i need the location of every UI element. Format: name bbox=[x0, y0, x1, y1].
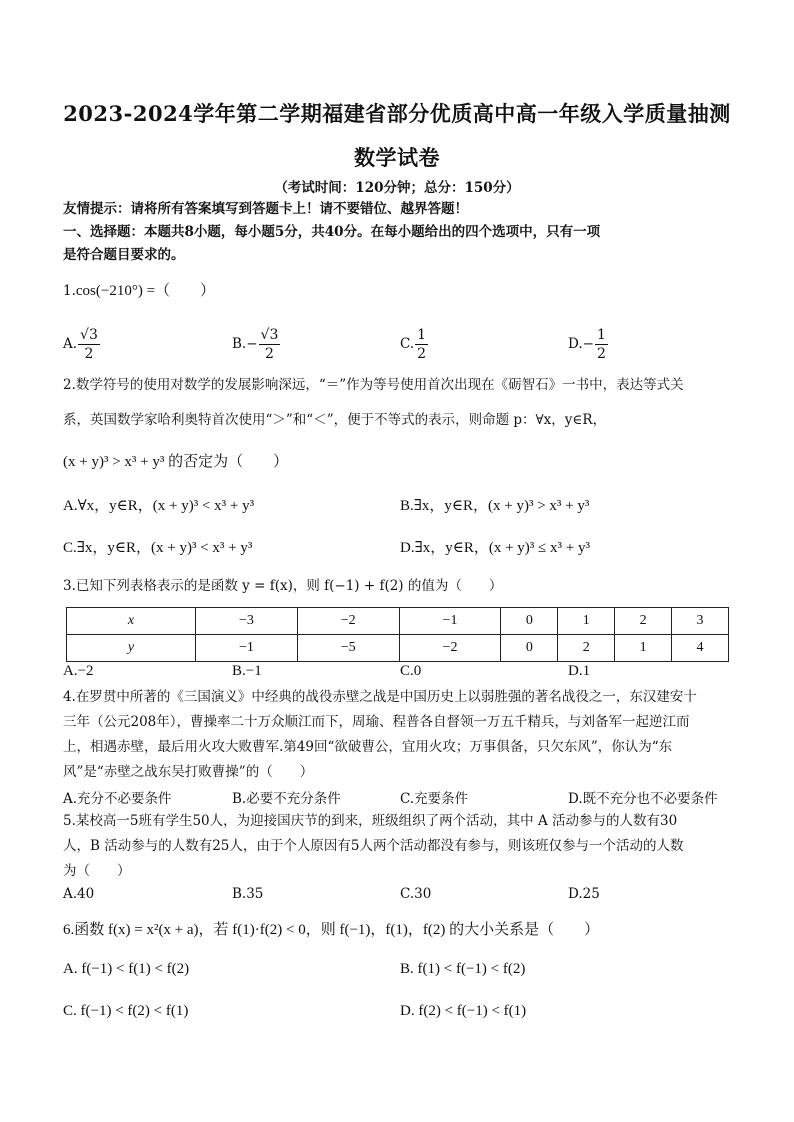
q2-option-a[interactable]: A.∀x，y∈R，(x + y)³ < x³ + y³ bbox=[63, 498, 255, 514]
table-cell: 2 bbox=[558, 635, 615, 662]
q1-option-d-fraction bbox=[595, 326, 608, 363]
q4-option-a[interactable]: A.充分不必要条件 bbox=[63, 791, 172, 807]
q4-line3: 上，相遇赤壁，最后用火攻大败曹军.第49回“欲破曹公，宜用火攻；万事俱备，只欠东风”，你认为“东 bbox=[63, 739, 673, 755]
q1-option-d-label: D.− bbox=[568, 336, 594, 352]
q1-option-a-label: A. bbox=[63, 336, 78, 352]
exam-title: 2023-2024学年第二学期福建省部分优质高中高一年级入学质量抽测 bbox=[63, 101, 731, 126]
q6-stem: 6.函数 f(x) = x²(x + a)，若 f(1)·f(2) < 0，则 f(−1)，f(1)，f(2) 的大小关系是（ ） bbox=[63, 922, 600, 938]
q2-option-c[interactable]: C.∃x，y∈R，(x + y)³ < x³ + y³ bbox=[63, 540, 253, 556]
q1-option-b[interactable] bbox=[232, 326, 280, 363]
subject-title: 数学试卷 bbox=[354, 145, 440, 170]
q4-option-d[interactable]: D.既不充分也不必要条件 bbox=[568, 791, 718, 807]
q4-line4: 风”是“赤壁之战东吴打败曹操”的（ ） bbox=[63, 764, 314, 780]
table-cell: −3 bbox=[196, 608, 298, 635]
table-cell: −1 bbox=[196, 635, 298, 662]
q5-option-a[interactable]: A.40 bbox=[63, 886, 95, 902]
table-row-x bbox=[67, 608, 729, 635]
q5-line3: 为（ ） bbox=[63, 863, 131, 879]
q1-option-b-label: B.− bbox=[232, 336, 258, 352]
table-cell: 0 bbox=[501, 608, 558, 635]
notice: 友情提示：请将所有答案填写到答题卡上！请不要错位、越界答题！ bbox=[63, 201, 468, 217]
q1-option-a-denominator: 2 bbox=[84, 346, 94, 362]
table-row-y bbox=[67, 635, 729, 662]
q3-option-c[interactable]: C.0 bbox=[400, 663, 422, 679]
q3-option-a[interactable]: A.−2 bbox=[63, 663, 94, 679]
exam-info: （考试时间：120分钟；总分：150分） bbox=[274, 180, 520, 196]
q3-option-d[interactable]: D.1 bbox=[568, 663, 591, 679]
table-cell: 0 bbox=[501, 635, 558, 662]
table-cell: 1 bbox=[615, 635, 672, 662]
q1-option-c[interactable] bbox=[400, 326, 428, 363]
q3-stem: 3.已知下列表格表示的是函数 y = f(x)，则 f(−1) + f(2) 的值为（ ） bbox=[63, 578, 503, 594]
q1-option-b-fraction bbox=[259, 326, 281, 363]
q1-stem bbox=[63, 281, 734, 301]
q2-line2: 系，英国数学家哈利奥特首次使用“＞”和“＜”，便于不等式的表示，则命题 p：∀x，y∈R， bbox=[63, 412, 607, 428]
table-cell: −2 bbox=[297, 608, 399, 635]
q5-line1: 5.某校高一5班有学生50人，为迎接国庆节的到来，班级组织了两个活动，其中 A 活动参与的人数有30 bbox=[63, 813, 678, 829]
q4-line2: 三年（公元208年），曹操率二十万众顺江而下，周瑜、程普各自督领一万五千精兵，与刘备军一起逆江而 bbox=[63, 714, 690, 730]
q3-function-table bbox=[66, 607, 729, 662]
q6-option-a[interactable]: A. f(−1) < f(1) < f(2) bbox=[63, 961, 190, 977]
table-cell: 4 bbox=[672, 635, 729, 662]
q1-option-a-numerator: √3 bbox=[80, 327, 98, 343]
q5-line2: 人，B 活动参与的人数有25人，由于个人原因有5人两个活动都没有参与，则该班仅参与一个活动的人数 bbox=[63, 838, 684, 854]
q4-line1: 4.在罗贯中所著的《三国演义》中经典的战役赤壁之战是中国历史上以弱胜强的著名战役之一，东汉建安十 bbox=[63, 689, 697, 705]
q2-option-d[interactable]: D.∃x，y∈R，(x + y)³ ≤ x³ + y³ bbox=[400, 540, 590, 556]
q1-option-c-label: C. bbox=[400, 336, 415, 352]
q1-option-d-numerator: 1 bbox=[596, 327, 606, 343]
table-cell: −1 bbox=[399, 608, 501, 635]
table-cell: 1 bbox=[558, 608, 615, 635]
q1-option-c-fraction bbox=[415, 326, 428, 363]
q1-option-d-denominator: 2 bbox=[596, 346, 606, 362]
table-cell: −2 bbox=[399, 635, 501, 662]
q1-option-c-denominator: 2 bbox=[417, 346, 427, 362]
q5-option-b[interactable]: B.35 bbox=[232, 886, 264, 902]
q5-option-d[interactable]: D.25 bbox=[568, 886, 600, 902]
table-cell: −5 bbox=[297, 635, 399, 662]
q1-option-d[interactable] bbox=[568, 326, 608, 363]
q3-option-b[interactable]: B.−1 bbox=[232, 663, 262, 679]
table-cell: 2 bbox=[615, 608, 672, 635]
q1-option-b-denominator: 2 bbox=[264, 346, 274, 362]
q2-line3: (x + y)³ > x³ + y³ 的否定为（ ） bbox=[63, 454, 289, 470]
table-cell: 3 bbox=[672, 608, 729, 635]
q1-option-a-fraction bbox=[78, 326, 100, 363]
q1-option-a[interactable] bbox=[63, 326, 100, 363]
q5-option-c[interactable]: C.30 bbox=[400, 886, 432, 902]
section-heading-line1: 一、选择题：本题共8小题，每小题5分，共40分。在每小题给出的四个选项中，只有一项 bbox=[63, 224, 601, 240]
q4-option-c[interactable]: C.充要条件 bbox=[400, 791, 469, 807]
q2-line1: 2.数学符号的使用对数学的发展影响深远，“＝”作为等号使用首次出现在《砺智石》一书中，表达等式关 bbox=[63, 377, 684, 393]
q1-option-b-numerator: √3 bbox=[260, 327, 279, 343]
q1-number: 1. bbox=[63, 283, 76, 299]
q6-option-d[interactable]: D. f(2) < f(−1) < f(1) bbox=[400, 1003, 527, 1019]
section-heading-line2: 是符合题目要求的。 bbox=[63, 247, 185, 263]
q6-option-b[interactable]: B. f(1) < f(−1) < f(2) bbox=[400, 961, 526, 977]
table-header-y: y bbox=[67, 635, 196, 662]
q6-option-c[interactable]: C. f(−1) < f(2) < f(1) bbox=[63, 1003, 189, 1019]
q1-expression: cos(−210°) =（ ） bbox=[75, 283, 216, 299]
table-header-x: x bbox=[67, 608, 196, 635]
q1-option-c-numerator: 1 bbox=[417, 327, 427, 343]
q4-option-b[interactable]: B.必要不充分条件 bbox=[232, 791, 341, 807]
q2-option-b[interactable]: B.∃x，y∈R，(x + y)³ > x³ + y³ bbox=[400, 498, 590, 514]
